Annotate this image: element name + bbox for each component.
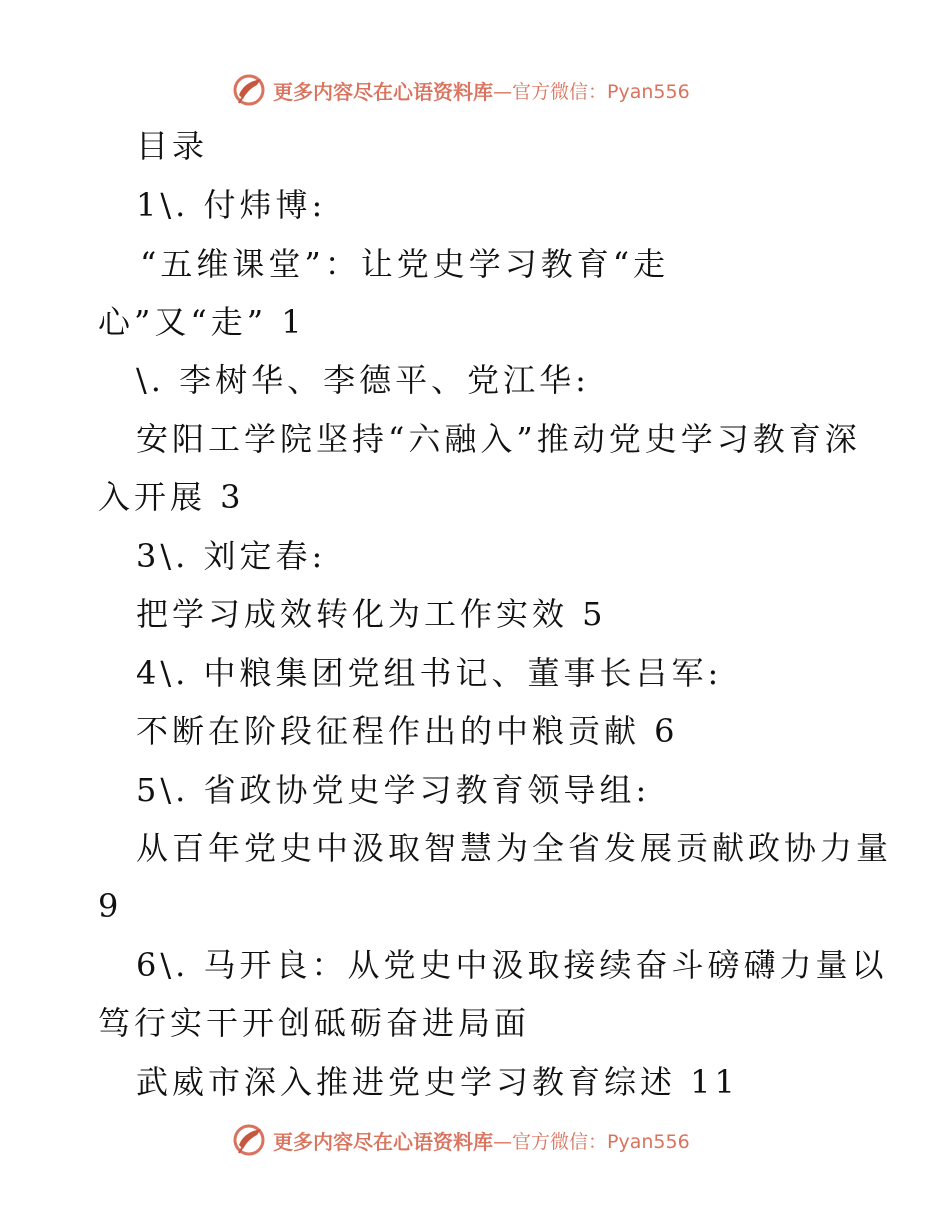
toc-line: 安阳工学院坚持“六融入”推动党史学习教育深: [136, 420, 861, 458]
toc-line: 1\. 付炜博:: [136, 186, 327, 224]
toc-line: 入开展 3: [98, 478, 245, 516]
toc-line: 把学习成效转化为工作实效 5: [136, 595, 607, 633]
toc-line: 9: [98, 887, 123, 925]
toc-line: 不断在阶段征程作出的中粮贡献 6: [136, 712, 679, 750]
toc-line: 6\. 马开良：从党史中汲取接续奋斗磅礴力量以: [136, 946, 888, 984]
toc-line: 心”又“走” 1: [98, 303, 306, 341]
pen-logo-icon: [233, 1123, 267, 1157]
toc-line: 5\. 省政协党史学习教育领导组:: [136, 771, 651, 809]
toc-line: \. 李树华、李德平、党江华:: [136, 361, 590, 399]
watermark-main-text: 更多内容尽在心语资料库: [273, 79, 493, 104]
toc-line: 3\. 刘定春:: [136, 537, 327, 575]
watermark-sub-text: —官方微信：Pyan556: [493, 80, 690, 103]
toc-line: 从百年党史中汲取智慧为全省发展贡献政协力量: [136, 829, 893, 867]
watermark-main-text: 更多内容尽在心语资料库: [273, 1129, 493, 1154]
toc-line: 武威市深入推进党史学习教育综述 11: [136, 1063, 739, 1101]
watermark-banner-top: [233, 72, 753, 108]
toc-line: 4\. 中粮集团党组书记、董事长吕军:: [136, 654, 723, 692]
watermark-sub-text: —官方微信：Pyan556: [493, 1130, 690, 1153]
watermark-banner-bottom: [233, 1122, 753, 1158]
toc-line: “五维课堂”：让党史学习教育“走: [140, 245, 670, 283]
toc-heading: 目录: [136, 127, 209, 165]
toc-line: 笃行实干开创砥砺奋进局面: [98, 1004, 531, 1042]
pen-logo-icon: [233, 73, 267, 107]
